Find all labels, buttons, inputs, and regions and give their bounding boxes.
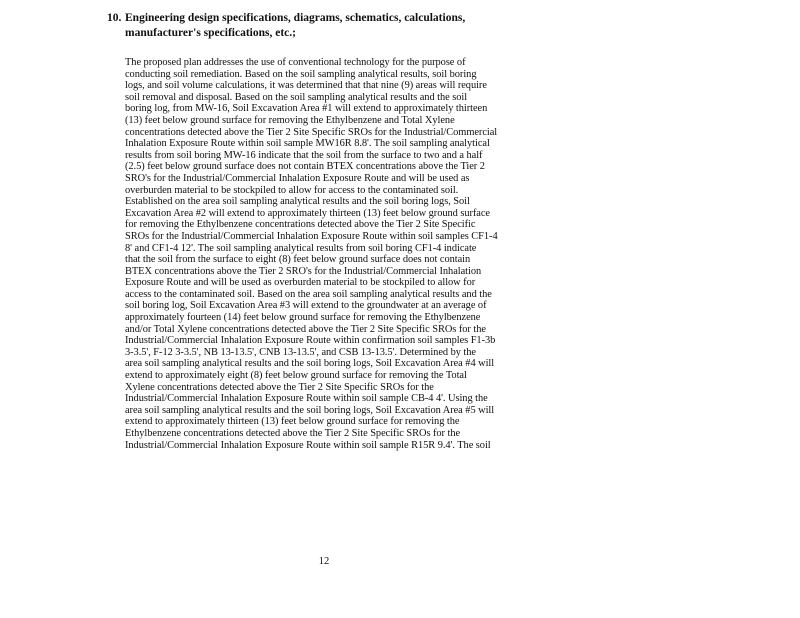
body-line: Excavation Area #2 will extend to approximately thirteen (13) feet below ground surface <box>125 207 490 219</box>
body-line: 3-3.5', F-12 3-3.5', NB 13-13.5', CNB 13-13.5', and CSB 13-13.5'. Determined by the <box>125 346 476 358</box>
section-title-line-2: manufacturer's specifications, etc.; <box>125 26 296 39</box>
body-line: (13) feet below ground surface for removing the Ethylbenzene and Total Xylene <box>125 114 455 126</box>
body-line: Ethylbenzene concentrations detected above the Tier 2 Site Specific SROs for the <box>125 428 461 439</box>
body-line: concentrations detected above the Tier 2 Site Specific SROs for the Industrial/Commercial <box>125 126 498 138</box>
body-line: Industrial/Commercial Inhalation Exposure Route within soil sample R15R 9.4'. The soil <box>125 439 491 451</box>
body-line: for removing the Ethylbenzene concentrations detected above the Tier 2 Site Specific <box>125 219 476 231</box>
body-line: access to the contaminated soil. Based on the area soil sampling analytical results and the <box>125 288 492 300</box>
body-line: Xylene concentrations detected above the Tier 2 Site Specific SROs for the <box>125 381 434 393</box>
body-line: Exposure Route and will be used as overburden material to be stockpiled to allow for <box>125 277 476 289</box>
body-line: (2.5) feet below ground surface does not contain BTEX concentrations above the Tier 2 <box>125 161 485 173</box>
body-line: and/or Total Xylene concentrations detected above the Tier 2 Site Specific SROs for the <box>125 323 486 335</box>
body-line: logs, and soil volume calculations, it was determined that that nine (9) areas will require <box>125 80 487 92</box>
body-line: boring log, from MW-16, Soil Excavation Area #1 will extend to approximately thirteen <box>125 103 488 115</box>
body-line: Inhalation Exposure Route within soil sample MW16R 8.8'. The soil sampling analytical <box>125 138 490 150</box>
body-line: results from soil boring MW-16 indicate that the soil from the surface to two and a half <box>125 149 483 161</box>
body-line: BTEX concentrations above the Tier 2 SRO's for the Industrial/Commercial Inhalation <box>125 265 482 277</box>
body-line: area soil sampling analytical results and the soil boring logs, Soil Excavation Area #4 will <box>125 358 495 370</box>
section-number: 10. <box>107 12 122 24</box>
body-line: SRO's for the Industrial/Commercial Inhalation Exposure Route and will be used as <box>125 172 470 184</box>
body-line: soil removal and disposal. Based on the soil sampling analytical results and the soil <box>125 91 468 103</box>
body-line: extend to approximately eight (8) feet below ground surface for removing the Total <box>125 370 467 382</box>
section-title-line-1: Engineering design specifications, diagrams, schematics, calculations, <box>125 12 466 24</box>
body-line: conducting soil remediation. Based on the soil sampling analytical results, soil boring <box>125 68 477 80</box>
body-line: approximately fourteen (14) feet below ground surface for removing the Ethylbenzene <box>125 312 481 324</box>
body-line: soil boring log, Soil Excavation Area #3 will extend to the groundwater at an average of <box>125 300 487 312</box>
body-line: overburden material to be stockpiled to allow for access to the contaminated soil. <box>125 184 459 196</box>
page-number: 12 <box>318 556 330 567</box>
body-line: Established on the area soil sampling analytical results and the soil boring logs, Soil <box>125 196 470 208</box>
body-line: The proposed plan addresses the use of conventional technology for the purpose of <box>125 57 466 68</box>
body-line: area soil sampling analytical results and the soil boring logs, Soil Excavation Area #5 will <box>125 404 495 416</box>
body-paragraph <box>125 57 555 451</box>
body-line: extend to approximately thirteen (13) feet below ground surface for removing the <box>125 416 460 428</box>
body-line: 8' and CF1-4 12'. The soil sampling analytical results from soil boring CF1-4 indicate <box>125 242 477 254</box>
section-heading <box>107 11 547 40</box>
body-line: Industrial/Commercial Inhalation Exposure Route within confirmation soil samples F1-3b <box>125 335 496 347</box>
body-line: that the soil from the surface to eight (8) feet below ground surface does not contain <box>125 254 471 266</box>
body-line: SROs for the Industrial/Commercial Inhalation Exposure Route within soil samples CF1-4 <box>125 230 498 242</box>
body-line: Industrial/Commercial Inhalation Exposure Route within soil sample CB-4 4'. Using the <box>125 393 488 405</box>
